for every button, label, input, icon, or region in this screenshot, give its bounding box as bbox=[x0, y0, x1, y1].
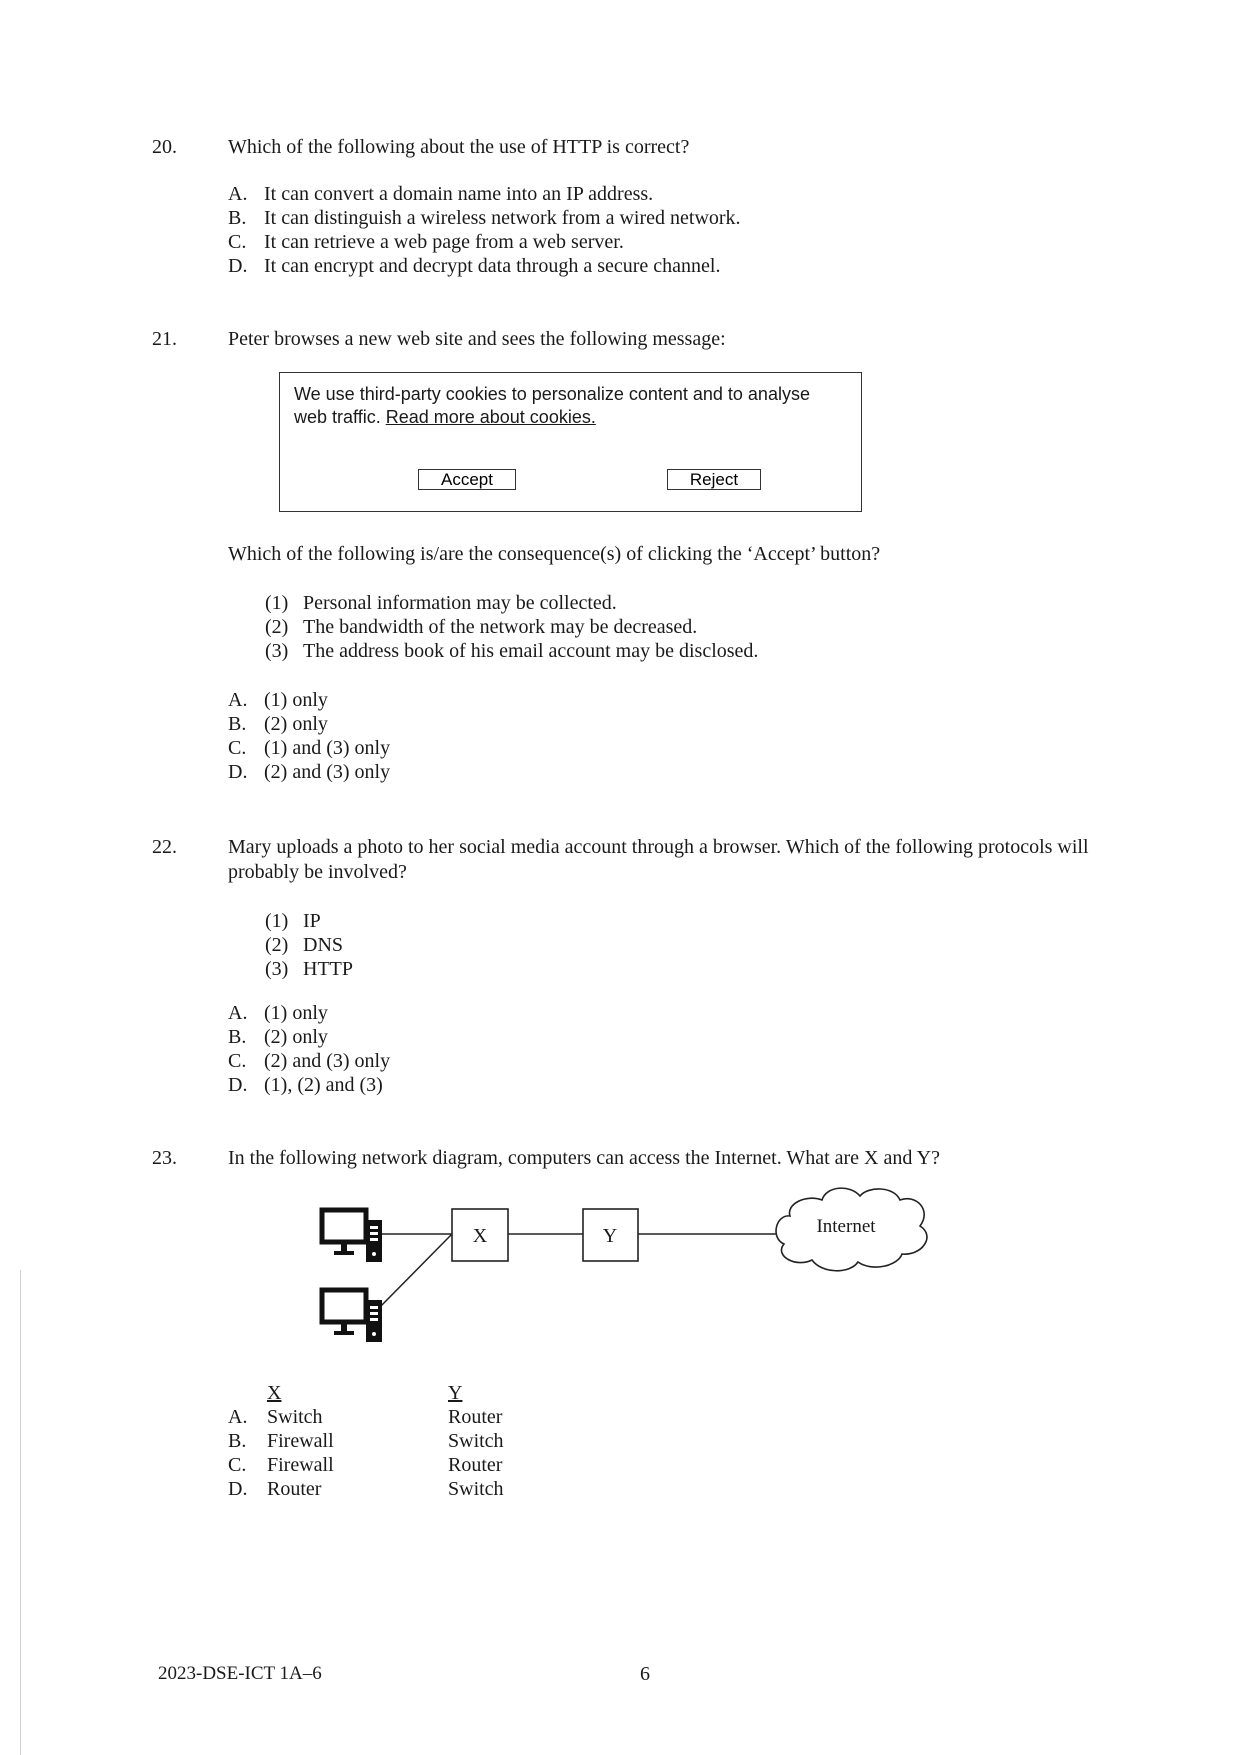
option-letter: D. bbox=[228, 1074, 248, 1096]
option-letter: D. bbox=[228, 761, 248, 783]
option-letter: A. bbox=[228, 689, 248, 711]
column-header-y: Y bbox=[448, 1382, 463, 1404]
internet-label: Internet bbox=[816, 1216, 876, 1237]
q22-number: 22. bbox=[152, 836, 177, 858]
option-y-value: Switch bbox=[448, 1478, 504, 1500]
option-letter: B. bbox=[228, 713, 247, 735]
option-letter: D. bbox=[228, 1478, 248, 1500]
option-text: It can retrieve a web page from a web server. bbox=[264, 231, 624, 253]
option-x-value: Firewall bbox=[267, 1430, 334, 1452]
q22-stem-line2: probably be involved? bbox=[228, 861, 407, 883]
cookie-message-line1: We use third-party cookies to personalize content and to analyse bbox=[294, 384, 810, 404]
statement-text: Personal information may be collected. bbox=[303, 592, 617, 614]
device-y-label: Y bbox=[602, 1225, 618, 1247]
option-y-value: Router bbox=[448, 1406, 503, 1428]
option-letter: C. bbox=[228, 1050, 247, 1072]
q23-stem: In the following network diagram, computers can access the Internet. What are X and Y? bbox=[228, 1147, 940, 1169]
option-x-value: Switch bbox=[267, 1406, 323, 1428]
option-letter: A. bbox=[228, 183, 248, 205]
option-letter: A. bbox=[228, 1406, 248, 1428]
option-text: (2) only bbox=[264, 713, 328, 735]
computer-icon bbox=[322, 1210, 382, 1262]
accept-button[interactable]: Accept bbox=[418, 469, 516, 490]
q21-stem: Peter browses a new web site and sees the following message: bbox=[228, 328, 726, 350]
q22-stem-line1: Mary uploads a photo to her social media account through a browser. Which of the following protocols will bbox=[228, 836, 1089, 858]
option-letter: D. bbox=[228, 255, 248, 277]
option-letter: A. bbox=[228, 1002, 248, 1024]
option-text: (2) only bbox=[264, 1026, 328, 1048]
option-text: (2) and (3) only bbox=[264, 1050, 391, 1072]
option-letter: C. bbox=[228, 231, 247, 253]
q21-question: Which of the following is/are the consequence(s) of clicking the ‘Accept’ button? bbox=[228, 543, 881, 565]
statement-number: (3) bbox=[265, 640, 289, 662]
read-more-cookies-link[interactable]: Read more about cookies. bbox=[385, 407, 596, 427]
option-text: It can distinguish a wireless network from a wired network. bbox=[264, 207, 741, 229]
q23-option-b[interactable] bbox=[228, 1430, 528, 1454]
option-text: (1) and (3) only bbox=[264, 737, 391, 759]
option-text: It can encrypt and decrypt data through a secure channel. bbox=[264, 255, 721, 277]
statement-number: (1) bbox=[265, 592, 289, 614]
column-header-x: X bbox=[267, 1382, 282, 1404]
option-x-value: Firewall bbox=[267, 1454, 334, 1476]
option-letter: B. bbox=[228, 1026, 247, 1048]
option-letter: B. bbox=[228, 207, 247, 229]
statement-number: (3) bbox=[265, 958, 289, 980]
statement-text: HTTP bbox=[303, 958, 353, 980]
q23-option-d[interactable] bbox=[228, 1478, 528, 1502]
option-y-value: Switch bbox=[448, 1430, 504, 1452]
cookie-message-text: web traffic. bbox=[294, 407, 386, 427]
paper-code: 2023-DSE-ICT 1A–6 bbox=[158, 1663, 322, 1684]
q20-number: 20. bbox=[152, 136, 177, 158]
device-x-label: X bbox=[472, 1225, 488, 1247]
option-letter: B. bbox=[228, 1430, 247, 1452]
statement-number: (2) bbox=[265, 616, 289, 638]
q21-number: 21. bbox=[152, 328, 177, 350]
option-letter: C. bbox=[228, 1454, 247, 1476]
q23-option-c[interactable] bbox=[228, 1454, 528, 1478]
q20-stem: Which of the following about the use of HTTP is correct? bbox=[228, 136, 690, 158]
option-text: (1), (2) and (3) bbox=[264, 1074, 383, 1096]
statement-text: The address book of his email account may be disclosed. bbox=[303, 640, 759, 662]
option-text: (1) only bbox=[264, 689, 328, 711]
link-pc2-x bbox=[380, 1234, 452, 1307]
statement-number: (1) bbox=[265, 910, 289, 932]
statement-number: (2) bbox=[265, 934, 289, 956]
q23-option-a[interactable] bbox=[228, 1406, 528, 1430]
option-text: (1) only bbox=[264, 1002, 328, 1024]
reject-button[interactable]: Reject bbox=[667, 469, 761, 490]
option-letter: C. bbox=[228, 737, 247, 759]
statement-text: IP bbox=[303, 910, 321, 932]
option-text: (2) and (3) only bbox=[264, 761, 391, 783]
page-number: 6 bbox=[640, 1663, 650, 1685]
option-x-value: Router bbox=[267, 1478, 322, 1500]
statement-text: The bandwidth of the network may be decreased. bbox=[303, 616, 698, 638]
q23-number: 23. bbox=[152, 1147, 177, 1169]
statement-text: DNS bbox=[303, 934, 344, 956]
option-y-value: Router bbox=[448, 1454, 503, 1476]
computer-icon bbox=[322, 1290, 382, 1342]
option-text: It can convert a domain name into an IP address. bbox=[264, 183, 654, 205]
